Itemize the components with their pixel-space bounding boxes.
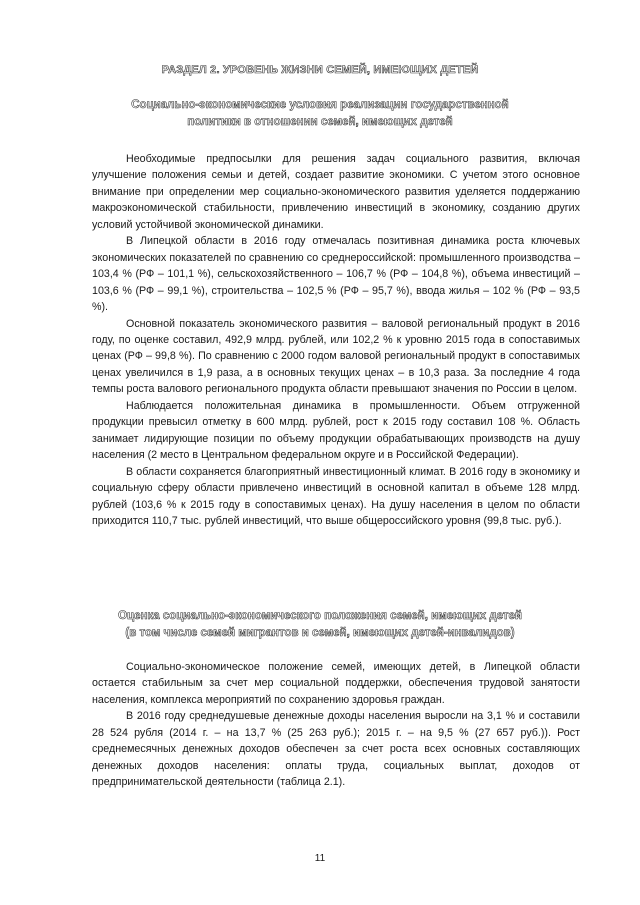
paragraph: Социально-экономическое положение семей, имеющих детей, в Липецкой области остается стабильным за счет мер социальной поддержки, обеспечения трудовой занятости населения, комплекса мероприятий по сохранению здоровья граждан. [92,661,580,706]
page-number: 11 [314,853,326,864]
subsection-1-title-line2: политики в отношении семей, имеющих детей [187,116,453,128]
subsection-1-title-line1: Социально-экономические условия реализации государственной [131,99,509,111]
paragraph: В области сохраняется благоприятный инвестиционный климат. В 2016 году в экономику и социальную сферу области привлечено инвестиций в основной капитал в объеме 128 млрд. рублей (103,6 % к 2015 году в сопоставимых ценах). На душу населения в целом по области приходится 110,7 тыс. рублей инвестиций, что выше общероссийского уровня (99,8 тыс. руб.). [92,465,580,527]
subsection-2-title [60,608,580,642]
subsection-1-body [92,151,580,529]
paragraph: Основной показатель экономического развития – валовой региональный продукт в 2016 году, по оценке составил, 492,9 млрд. рублей, или 102,2 % к уровню 2015 года в сопоставимых ценах (РФ – 99,8 %). По сравнению с 2000 годом валовой региональный продукт в сопоставимых ценах увеличился в 1,9 раза, а в основных текущих ценах – в 10,3 раза. За последние 4 года темпы роста валового регионального продукта области превышают значения по России в целом. [92,317,580,396]
subsection-2-title-line1: Оценка социально-экономического положения семей, имеющих детей [118,610,522,622]
paragraph: В Липецкой области в 2016 году отмечалась позитивная динамика роста ключевых экономических показателей по сравнению со среднероссийской: промышленного производства – 103,4 % (РФ – 101,1 %), сельскохозяйственного – 106,7 % (РФ – 104,8 %), объема инвестиций – 103,6 % (РФ – 99,1 %), строительства – 102,5 % (РФ – 95,7 %), ввода жилья – 102 % (РФ – 93,5 %). [92,235,580,314]
subsection-2-body [92,659,580,791]
paragraph: В 2016 году среднедушевые денежные доходы населения выросли на 3,1 % и составили 28 524 рубля (2014 г. – на 13,7 % (25 263 руб.); 2015 г. – на 9,5 % (27 657 руб.)). Рост среднемесячных денежных доходов обеспечен за счет роста всех основных составляющих денежных доходов населения: оплаты труда, социальных выплат, доходов от предпринимательской деятельности (таблица 2.1). [92,710,580,789]
section-title: РАЗДЕЛ 2. УРОВЕНЬ ЖИЗНИ СЕМЕЙ, ИМЕЮЩИХ ДЕТЕЙ [161,64,479,76]
paragraph: Наблюдается положительная динамика в промышленности. Объем отгруженной продукции превысил отметку в 600 млрд. рублей, рост к 2015 году составил 108 %. Область занимает лидирующие позиции по объему продукции обрабатывающих производств на душу населения (2 место в Центральном федеральном округе и в Российской Федерации). [92,399,580,462]
subsection-1-title [60,97,580,131]
subsection-2-title-line2: (в том числе семей мигрантов и семей, имеющих детей-инвалидов) [125,627,515,639]
paragraph: Необходимые предпосылки для решения задач социального развития, включая улучшение положения семьи и детей, создает развитие экономики. С учетом этого основное внимание при определении мер социально-экономического развития уделяется поддержанию макроэкономической стабильности, привлечению инвестиций в экономику, созданию других условий устойчивой экономической динамики. [92,153,580,231]
